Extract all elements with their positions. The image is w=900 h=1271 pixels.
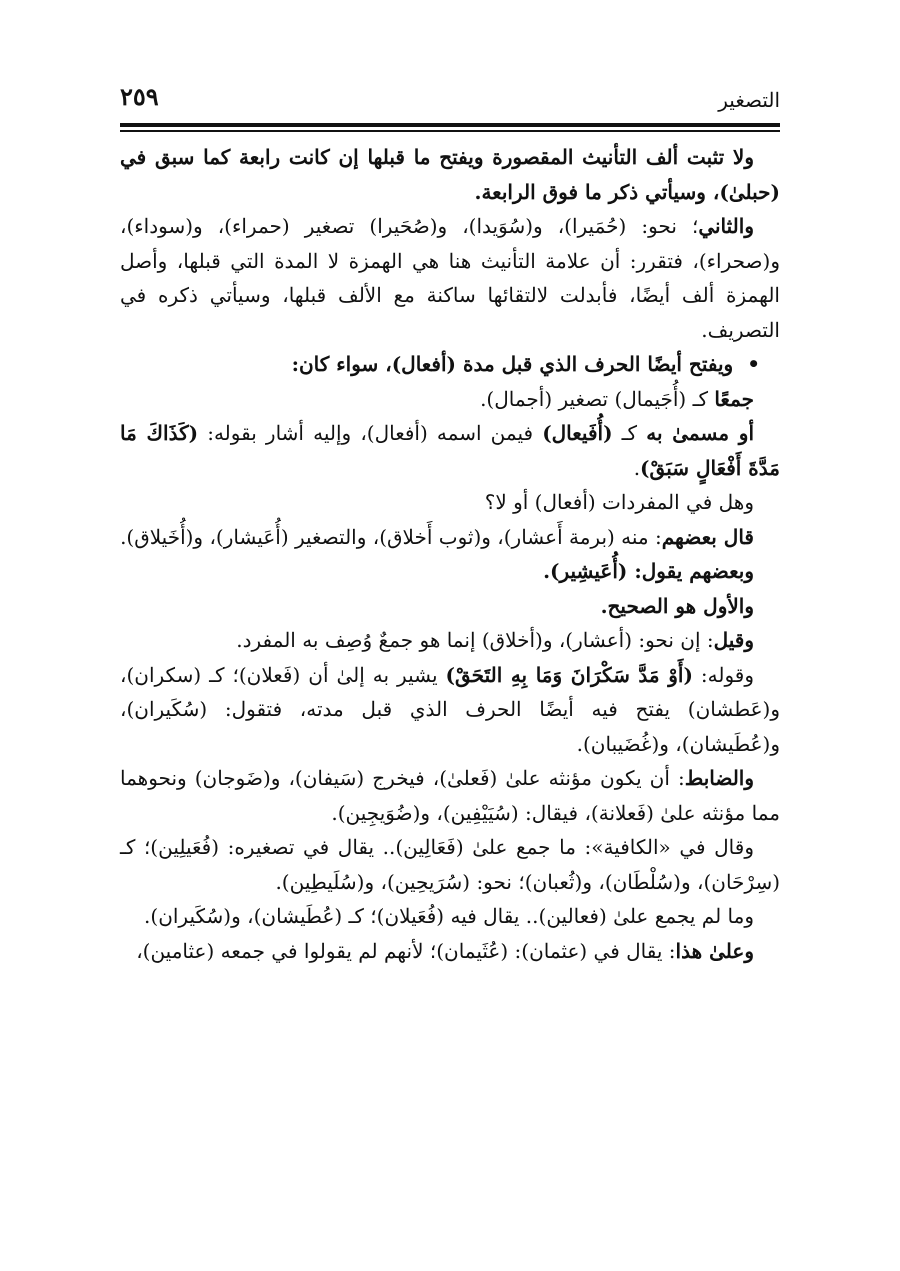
paragraph-14 [120,934,780,969]
paragraph-9-lead: وقيل [713,628,754,652]
paragraph-4-lead: أو مسمىٰ به [646,421,754,445]
paragraph-1: ولا تثبت ألف التأنيث المقصورة ويفتح ما قبلها إن كانت رابعة كما سبق في (حبلىٰ)، وسيأتي ذكر ما فوق الرابعة. [120,145,780,204]
bullet-dot: • [747,352,760,376]
paragraph-4-mid: كـ [612,421,647,445]
paragraph-7-lead: وبعضهم يقول [641,559,754,583]
paragraph-10-quote: (أَوْ مَدَّ سَكْرَانَ وَمَا بِهِ التَحَقْ) [445,662,693,687]
paragraph-11 [120,761,780,830]
bullet-text: ويفتح أيضًا الحرف الذي قبل مدة (أفعال)، سواء كان: [291,352,734,376]
paragraph-14-lead: وعلىٰ هذا [675,938,754,963]
paragraph-4-term: (أُفَيعال) [542,421,613,445]
paragraph-12: وقال في «الكافية»: ما جمع علىٰ (فَعَالِين).. يقال في تصغيره: (فُعَيلِين)؛ كـ (سِرْحَان)، و(سُلْطَان)، و(ثُعبان)؛ نحو: (سُرَيحِين)، و(سُلَيطِين). [120,835,780,894]
paragraph-2 [120,209,780,347]
paragraph-7-text: : (أُعَيشِير). [543,559,642,583]
body-text [120,140,780,968]
paragraph-14-text: : يقال في (عثمان): (عُثَيمان)؛ لأنهم لم يقولوا في جمعه (عثامين)، [136,938,676,963]
paragraph-6-lead: قال بعضهم [661,524,754,549]
chapter-title: التصغير [718,88,780,112]
paragraph-9 [120,623,780,658]
paragraph-8: والأول هو الصحيح. [600,593,754,618]
paragraph-2-lead: والثاني [698,214,754,238]
paragraph-3-text: كـ (أُجَيمال) تصغير (أجمال). [480,386,715,411]
page-number: ٢٥٩ [120,82,159,111]
paragraph-3 [120,382,780,417]
header-rule-thick [120,123,780,127]
bullet-item [120,347,780,382]
header-rule-thin [120,130,780,132]
paragraph-10-intro: وقوله: [692,662,754,687]
paragraph-11-text: : أن يكون مؤنثه علىٰ (فَعلىٰ)، فيخرج (سَيفان)، و(ضَوجان) ونحوهما مما مؤنثه علىٰ (فَعلانة)، فيقال: (سُيَيْفِين)، و(ضُوَيجِين). [120,766,780,825]
paragraph-3-lead: جمعًا [714,386,754,411]
paragraph-10 [120,658,780,762]
paragraph-6 [120,520,780,555]
paragraph-2-text: ؛ نحو: (حُمَيرا)، و(سُوَيدا)، و(صُحَيرا) تصغير (حمراء)، و(سوداء)، و(صحراء)، فتقرر: أن علامة التأنيث هنا هي الهمزة لا المدة التي قبلها، وأصل الهمزة ألف أيضًا، فأبدلت لالتقائها ساكنة مع الألف قبلها، وسيأتي ذكره في التصريف. [120,214,780,342]
paragraph-10-text: يشير به إلىٰ أن (فَعلان)؛ كـ (سكران)، و(عَطشان) يفتح فيه أيضًا الحرف الذي قبل مدته، فتقول: (سُكَيران)، و(عُطَيشان)، و(غُضَيبان). [120,662,780,756]
paragraph-7 [120,554,780,589]
paragraph-11-lead: والضابط [684,766,754,790]
paragraph-4-end: . [633,455,641,480]
paragraph-9-text: : إن نحو: (أعشار)، و(أخلاق) إنما هو جمعٌ وُصِف به المفرد. [236,628,714,652]
paragraph-6-text: : منه (برمة أَعشار)، و(ثوب أَخلاق)، والتصغير (أُعَيشار)، و(أُخَيلاق). [120,524,662,549]
paragraph-5: وهل في المفردات (أفعال) أو لا؟ [484,490,754,514]
running-header [120,78,780,114]
paragraph-4-text: فيمن اسمه (أفعال)، وإليه أشار بقوله: [198,421,543,445]
paragraph-4-quote: (كَذَاكَ مَا مَدَّةَ أَفْعَالٍ سَبَقْ) [120,421,780,480]
paragraph-4 [120,416,780,485]
paragraph-13: وما لم يجمع علىٰ (فعالين).. يقال فيه (فُعَيلان)؛ كـ (عُطَيشان)، و(سُكَيران). [144,904,754,928]
